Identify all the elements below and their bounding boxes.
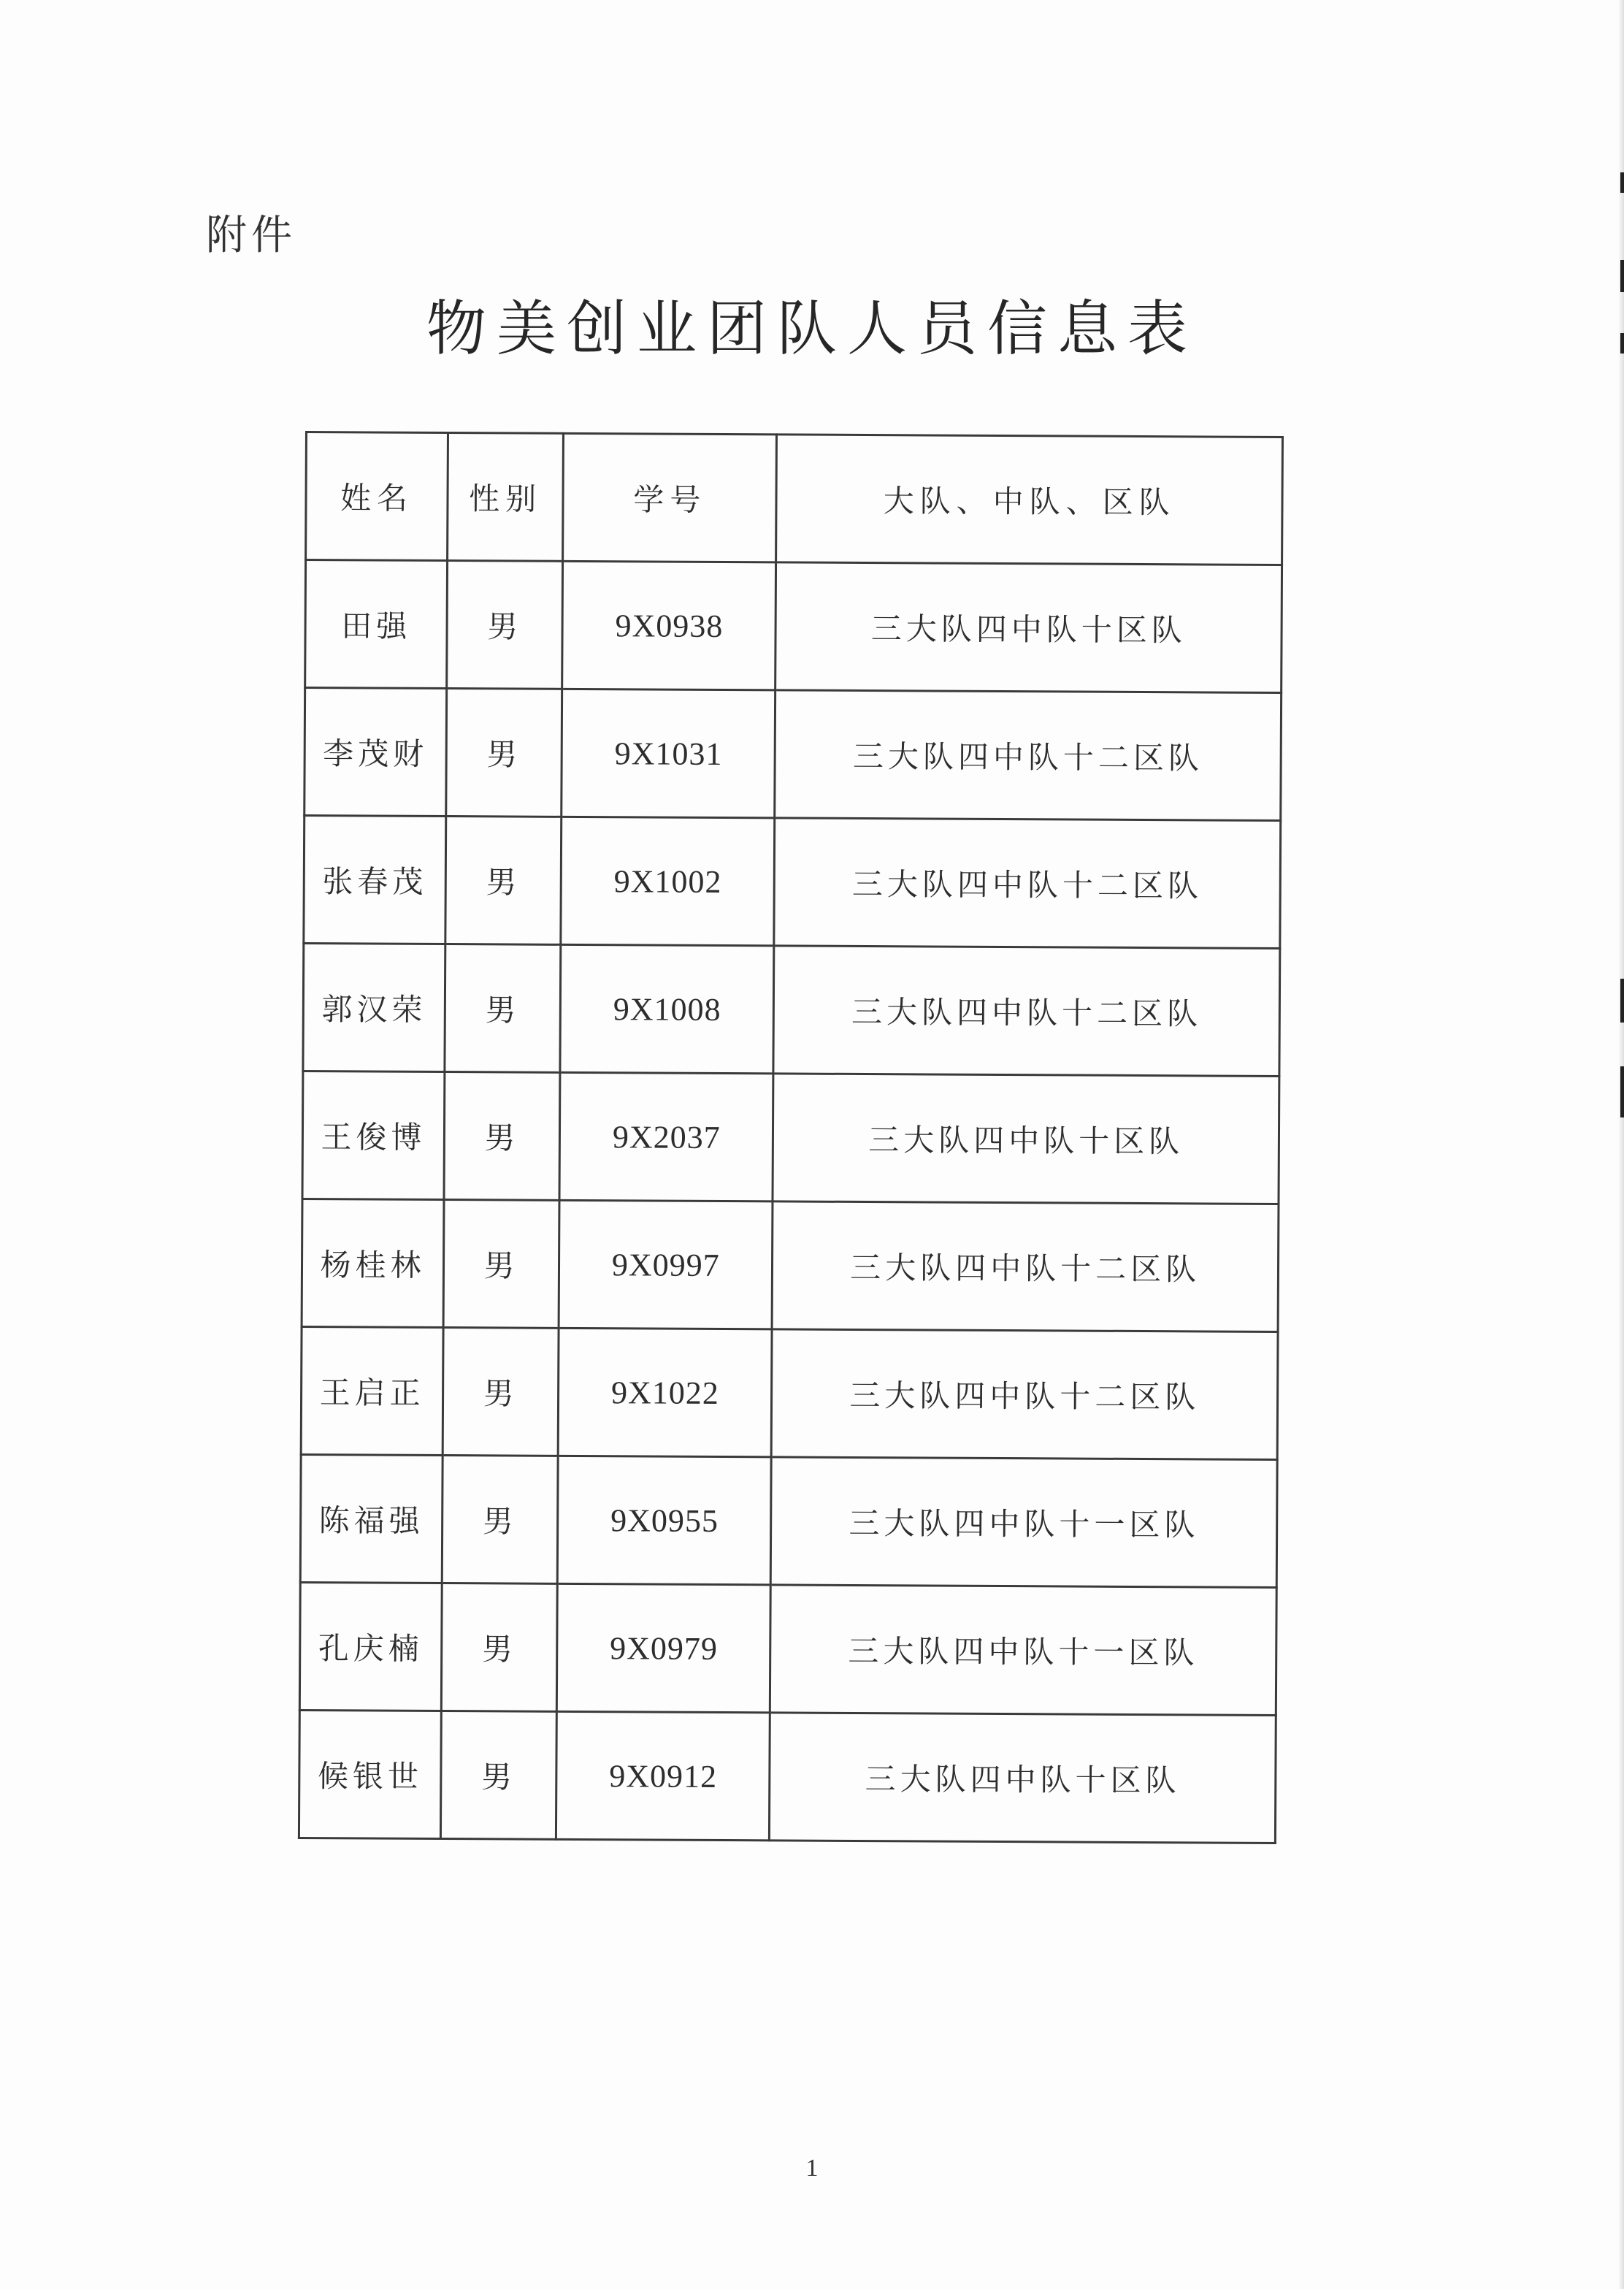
page-title: 物美创业团队人员信息表 (426, 294, 1198, 364)
cell-gender: 男 (446, 689, 562, 817)
cell-unit: 三大队四中队十二区队 (773, 1201, 1279, 1332)
cell-name: 张春茂 (304, 816, 446, 944)
header-name: 姓名 (306, 432, 448, 561)
table-row (303, 943, 1280, 1076)
page-edge-mark (1620, 1066, 1624, 1117)
cell-unit: 三大队四中队十一区队 (771, 1457, 1277, 1588)
cell-student-id: 9X1031 (562, 689, 775, 818)
cell-name: 候银世 (299, 1710, 441, 1838)
cell-name: 陈福强 (300, 1454, 443, 1583)
table-row (302, 1199, 1279, 1331)
cell-student-id: 9X2037 (559, 1072, 773, 1201)
cell-gender: 男 (441, 1711, 557, 1840)
table-row (304, 816, 1281, 949)
cell-name: 田强 (305, 560, 448, 689)
cell-name: 孔庆楠 (299, 1582, 442, 1711)
cell-gender: 男 (441, 1583, 557, 1712)
cell-unit: 三大队四中队十区队 (775, 562, 1282, 693)
cell-student-id: 9X1008 (560, 944, 774, 1074)
cell-student-id: 9X1022 (558, 1328, 772, 1457)
cell-gender: 男 (447, 561, 563, 689)
table-row (302, 1071, 1279, 1204)
table-row (299, 1582, 1276, 1715)
table-row (301, 1326, 1278, 1459)
page-edge-mark (1620, 333, 1624, 354)
cell-unit: 三大队四中队十二区队 (773, 946, 1279, 1077)
cell-student-id: 9X0997 (559, 1200, 773, 1329)
header-gender: 性别 (448, 433, 564, 562)
page-edge-mark (1620, 172, 1624, 193)
cell-name: 杨桂林 (302, 1199, 444, 1327)
cell-gender: 男 (444, 1072, 560, 1201)
table-header-row (306, 432, 1283, 565)
table-row (299, 1710, 1276, 1843)
member-info-table (298, 431, 1284, 1844)
cell-gender: 男 (445, 944, 561, 1073)
cell-gender: 男 (442, 1456, 558, 1584)
cell-gender: 男 (443, 1328, 559, 1456)
page-edge-mark (1620, 979, 1624, 1023)
header-student-id: 学号 (563, 433, 777, 562)
cell-unit: 三大队四中队十二区队 (775, 690, 1281, 821)
cell-student-id: 9X1002 (561, 817, 775, 946)
cell-gender: 男 (445, 817, 562, 945)
table-row (304, 688, 1282, 821)
cell-name: 王俊博 (302, 1071, 445, 1199)
cell-student-id: 9X0912 (556, 1711, 770, 1841)
cell-student-id: 9X0979 (557, 1583, 771, 1713)
cell-unit: 三大队四中队十二区队 (774, 818, 1280, 949)
cell-unit: 三大队四中队十区队 (770, 1713, 1276, 1843)
cell-name: 李茂财 (304, 688, 447, 817)
cell-gender: 男 (443, 1200, 559, 1329)
cell-student-id: 9X0955 (557, 1456, 771, 1585)
cell-student-id: 9X0938 (562, 561, 776, 690)
cell-name: 王启正 (301, 1326, 443, 1455)
table-row (300, 1454, 1277, 1587)
cell-unit: 三大队四中队十二区队 (772, 1329, 1278, 1460)
cell-name: 郭汉荣 (303, 943, 445, 1071)
header-unit: 大队、中队、区队 (776, 435, 1282, 565)
page-edge-mark (1620, 260, 1624, 292)
attachment-label: 附件 (206, 212, 296, 259)
table-row (305, 560, 1282, 693)
page-number: 1 (805, 2155, 819, 2182)
cell-unit: 三大队四中队十区队 (773, 1074, 1279, 1204)
cell-unit: 三大队四中队十一区队 (770, 1585, 1276, 1716)
